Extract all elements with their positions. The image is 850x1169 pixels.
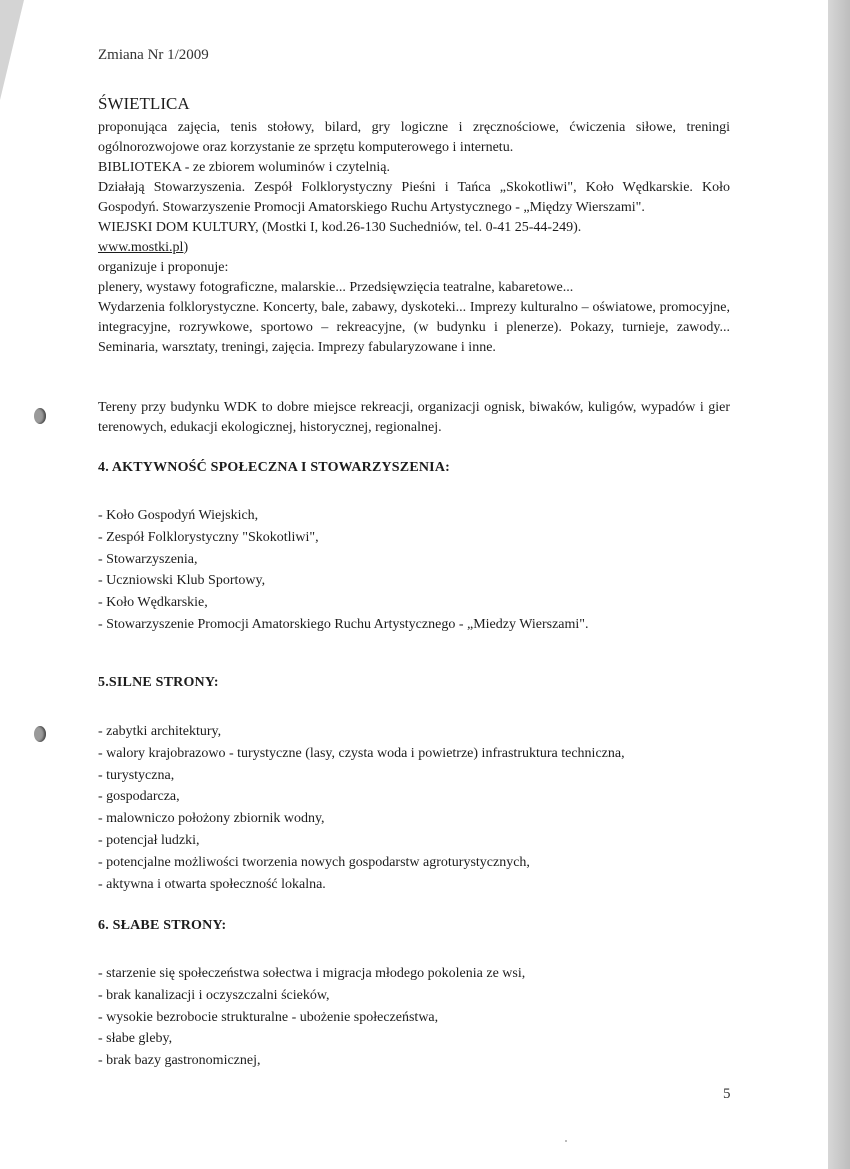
section-heading-5: 5.SILNE STRONY: xyxy=(98,675,219,690)
list-item: - Koło Gospodyń Wiejskich, xyxy=(98,508,259,523)
punch-hole xyxy=(34,408,46,424)
document-header: Zmiana Nr 1/2009 xyxy=(98,47,209,63)
paragraph: proponująca zajęcia, tenis stołowy, bilard, gry logiczne i zręcznościowe, ćwiczenia siłowe, treningi ogólnorozwojowe oraz korzystanie ze sprzętu komputerowego i internetu. xyxy=(98,120,730,155)
paragraph xyxy=(98,238,730,258)
scan-edge xyxy=(828,0,850,1169)
list-item: - potencjalne możliwości tworzenia nowych gospodarstw agroturystycznych, xyxy=(98,854,530,870)
list-item: - Koło Wędkarskie, xyxy=(98,595,208,611)
list-item: - Uczniowski Klub Sportowy, xyxy=(98,573,266,589)
link-suffix: ) xyxy=(183,240,189,255)
paragraph: plenery, wystawy fotograficzne, malarskie... Przedsięwzięcia teatralne, kabaretowe... xyxy=(98,280,574,295)
punch-hole xyxy=(34,726,46,742)
section-heading-4: 4. AKTYWNOŚĆ SPOŁECZNA I STOWARZYSZENIA: xyxy=(98,460,450,475)
scan-speck xyxy=(565,1140,567,1142)
list-item: - Stowarzyszenie Promocji Amatorskiego Ruchu Artystycznego - „Miedzy Wierszami". xyxy=(98,616,589,632)
section-title-swietlica: ŚWIETLICA xyxy=(98,94,190,113)
list-item: - Stowarzyszenia, xyxy=(98,551,198,567)
paragraph: Tereny przy budynku WDK to dobre miejsce rekreacji, organizacji ognisk, biwaków, kuligów, wypadów i gier terenowych, edukacji ekologicznej, historycznej, regionalnej. xyxy=(98,400,730,435)
list-item: - aktywna i otwarta społeczność lokalna. xyxy=(98,876,326,892)
list-item: - Zespół Folklorystyczny "Skokotliwi", xyxy=(98,529,319,545)
website-link[interactable]: www.mostki.pl xyxy=(98,240,184,255)
page-number: 5 xyxy=(723,1086,731,1102)
list-item: - malowniczo położony zbiornik wodny, xyxy=(98,811,325,827)
wdk-grounds-paragraph xyxy=(98,398,730,438)
list-item: - turystyczna, xyxy=(98,767,175,783)
list-item: - słabe gleby, xyxy=(98,1031,173,1047)
list-item: - brak kanalizacji i oczyszczalni ścieków, xyxy=(98,987,330,1003)
list-item: - potencjał ludzki, xyxy=(98,832,200,848)
paragraph: BIBLIOTEKA - ze zbiorem woluminów i czytelnią. xyxy=(98,160,390,175)
list-item: - zabytki architektury, xyxy=(98,724,222,739)
list-item: - brak bazy gastronomicznej, xyxy=(98,1053,261,1069)
list-item: - wysokie bezrobocie strukturalne - ubożenie społeczeństwa, xyxy=(98,1009,439,1025)
folded-corner xyxy=(0,0,24,100)
list-item: - starzenie się społeczeństwa sołectwa i migracja młodego pokolenia ze wsi, xyxy=(98,966,526,981)
swietlica-body xyxy=(98,118,730,358)
section-4-list xyxy=(98,505,589,636)
paragraph: organizuje i proponuje: xyxy=(98,260,229,275)
section-heading-6: 6. SŁABE STRONY: xyxy=(98,918,227,933)
paragraph: Wydarzenia folklorystyczne. Koncerty, bale, zabawy, dyskoteki... Imprezy kulturalno – oświatowe, promocyjne, integracyjne, rozrywkowe, sportowo – rekreacyjne, (w budynku i plenerze). Pokazy, turnieje, zawody... Seminaria, warsztaty, treningi, zajęcia. Imprezy fabularyzowane i inne. xyxy=(98,300,730,355)
section-5-list xyxy=(98,721,625,895)
paragraph: WIEJSKI DOM KULTURY, (Mostki I, kod.26-130 Suchedniów, tel. 0-41 25-44-249). xyxy=(98,220,582,235)
list-item: - gospodarcza, xyxy=(98,789,180,805)
list-item: - walory krajobrazowo - turystyczne (lasy, czysta woda i powietrze) infrastruktura techniczna, xyxy=(98,745,625,761)
paragraph: Działają Stowarzyszenia. Zespół Folklorystyczny Pieśni i Tańca „Skokotliwi", Koło Wędkarskie. Koło Gospodyń. Stowarzyszenie Promocji Amatorskiego Ruchu Artystycznego - „Między Wierszami". xyxy=(98,180,730,215)
section-6-list xyxy=(98,963,525,1072)
